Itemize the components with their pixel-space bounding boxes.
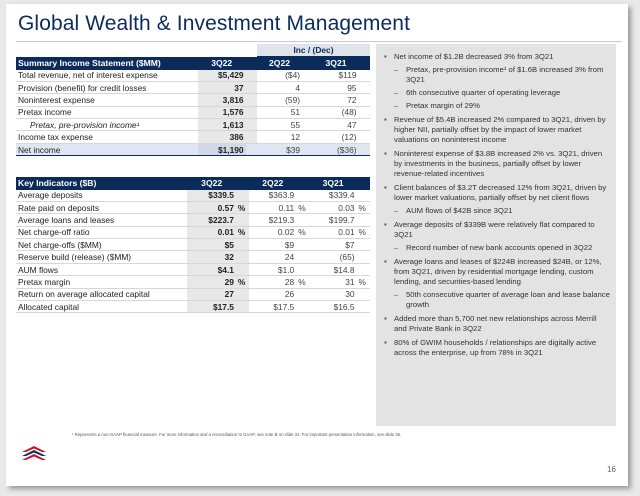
unit-3q22: % bbox=[236, 201, 249, 213]
commentary-bullets bbox=[376, 44, 616, 358]
value-3q21: $339.4 bbox=[310, 190, 357, 202]
sub-bullet-item: – 6th consecutive quarter of operating leverage bbox=[384, 88, 610, 98]
unit-3q21 bbox=[357, 251, 370, 263]
row-label: Net charge-off ratio bbox=[16, 226, 187, 238]
value-3q21: (12) bbox=[313, 131, 358, 143]
bullet-item: ▪ Added more than 5,700 net new relationships across Merrill and Private Bank in 3Q22 bbox=[384, 314, 610, 334]
row-label: Average deposits bbox=[16, 190, 187, 202]
bullet-item: ▪ Average deposits of $339B were relatively flat compared to 3Q21 bbox=[384, 220, 610, 240]
unit-3q22 bbox=[236, 251, 249, 263]
value-3q22: 32 bbox=[187, 251, 235, 263]
value-3q22: 29 bbox=[187, 276, 235, 288]
unit-2q22: % bbox=[296, 276, 309, 288]
bullet-item: ▪ Net income of $1.2B decreased 3% from 3Q21 bbox=[384, 52, 610, 62]
value-3q22: $5,429 bbox=[198, 70, 246, 82]
value-3q22: 0.57 bbox=[187, 201, 235, 213]
unit-3q22 bbox=[236, 214, 249, 226]
row-label: Income tax expense bbox=[16, 131, 198, 143]
unit-3q21 bbox=[357, 301, 370, 313]
value-3q21: ($36) bbox=[313, 143, 358, 155]
value-2q22: $17.5 bbox=[249, 301, 296, 313]
row-label: Reserve build (release) ($MM) bbox=[16, 251, 187, 263]
indicator-row bbox=[16, 276, 370, 288]
unit-2q22: % bbox=[296, 226, 309, 238]
value-3q21: (65) bbox=[310, 251, 357, 263]
unit-2q22 bbox=[296, 190, 309, 202]
row-label: AUM flows bbox=[16, 263, 187, 275]
footnote: ¹ Represents a non-GAAP financial measure. For more information and a reconciliation to GAAP, see note B on slide 32. For important presentation information, see slide 35. bbox=[72, 432, 402, 437]
bullet-item: ▪ Client balances of $3.2T decreased 12% from 3Q21, driven by lower market valuations, partially offset by net client flows bbox=[384, 183, 610, 203]
col-header-3q22: 3Q22 bbox=[198, 57, 246, 70]
indicator-row bbox=[16, 214, 370, 226]
value-3q21: 95 bbox=[313, 81, 358, 93]
value-3q22: 3,816 bbox=[198, 94, 246, 106]
row-label: Provision (benefit) for credit losses bbox=[16, 81, 198, 93]
unit-2q22 bbox=[296, 214, 309, 226]
slide bbox=[6, 4, 628, 486]
bullet-item: ▪ Average loans and leases of $224B increased $24B, or 12%, from 3Q21, driven by residential mortgage lending, custom lending, and securities-based lending bbox=[384, 257, 610, 287]
sub-bullet-item: – AUM flows of $42B since 3Q21 bbox=[384, 206, 610, 216]
value-3q22: $4.1 bbox=[187, 263, 235, 275]
unit-3q22 bbox=[236, 239, 249, 251]
title-divider bbox=[16, 41, 622, 42]
value-3q21: $119 bbox=[313, 70, 358, 82]
unit-3q22 bbox=[236, 288, 249, 300]
summary-row bbox=[16, 119, 370, 131]
row-label: Pretax margin bbox=[16, 276, 187, 288]
sub-bullet-item: – Pretax, pre-provision income¹ of $1.6B increased 3% from 3Q21 bbox=[384, 65, 610, 85]
sub-bullet-item: – 50th consecutive quarter of average loan and lease balance growth bbox=[384, 290, 610, 310]
value-3q22: $17.5 bbox=[187, 301, 235, 313]
value-3q22: 27 bbox=[187, 288, 235, 300]
value-2q22: 28 bbox=[249, 276, 296, 288]
indicator-row bbox=[16, 301, 370, 313]
summary-row bbox=[16, 106, 370, 118]
col-header-3q21: 3Q21 bbox=[313, 57, 358, 70]
value-2q22: 4 bbox=[257, 81, 302, 93]
unit-3q21 bbox=[357, 239, 370, 251]
value-2q22: 55 bbox=[257, 119, 302, 131]
indicator-row bbox=[16, 190, 370, 202]
summary-header-row bbox=[16, 57, 370, 70]
value-3q22: $339.5 bbox=[187, 190, 235, 202]
value-2q22: $9 bbox=[249, 239, 296, 251]
value-2q22: 24 bbox=[249, 251, 296, 263]
key-indicators-table bbox=[16, 177, 370, 313]
indicator-row bbox=[16, 263, 370, 275]
value-3q22: 1,576 bbox=[198, 106, 246, 118]
row-label: Pretax, pre-provision income¹ bbox=[16, 119, 198, 131]
unit-3q21 bbox=[357, 263, 370, 275]
summary-row bbox=[16, 70, 370, 82]
value-2q22: 26 bbox=[249, 288, 296, 300]
unit-3q22: % bbox=[236, 276, 249, 288]
row-label: Average loans and leases bbox=[16, 214, 187, 226]
value-3q21: 30 bbox=[310, 288, 357, 300]
row-label: Net income bbox=[16, 143, 198, 155]
unit-2q22 bbox=[296, 263, 309, 275]
col-header-2q22: 2Q22 bbox=[257, 57, 302, 70]
value-3q21: 31 bbox=[310, 276, 357, 288]
indicator-row bbox=[16, 226, 370, 238]
unit-2q22 bbox=[296, 239, 309, 251]
value-3q21: 0.03 bbox=[310, 201, 357, 213]
value-3q21: $16.5 bbox=[310, 301, 357, 313]
bullet-item: ▪ Revenue of $5.4B increased 2% compared to 3Q21, driven by higher NII, partially offset by the impact of lower market valuations on noninterest income bbox=[384, 115, 610, 145]
bullet-item: ▪ 80% of GWIM households / relationships are digitally active across the enterprise, up from 78% in 3Q21 bbox=[384, 338, 610, 358]
summary-row bbox=[16, 94, 370, 106]
value-3q22: $1,190 bbox=[198, 143, 246, 155]
value-3q21: $199.7 bbox=[310, 214, 357, 226]
summary-income-table bbox=[16, 44, 370, 156]
value-2q22: 51 bbox=[257, 106, 302, 118]
indicator-row bbox=[16, 251, 370, 263]
col-header-3q22: 3Q22 bbox=[187, 177, 235, 190]
value-2q22: 12 bbox=[257, 131, 302, 143]
unit-2q22: % bbox=[296, 201, 309, 213]
value-2q22: $363.9 bbox=[249, 190, 296, 202]
value-3q21: 72 bbox=[313, 94, 358, 106]
col-header-2q22: 2Q22 bbox=[249, 177, 296, 190]
value-3q21: $14.8 bbox=[310, 263, 357, 275]
value-3q22: 386 bbox=[198, 131, 246, 143]
value-3q21: $7 bbox=[310, 239, 357, 251]
value-3q22: $223.7 bbox=[187, 214, 235, 226]
value-3q21: (48) bbox=[313, 106, 358, 118]
summary-super-header bbox=[16, 44, 370, 57]
unit-3q21 bbox=[357, 190, 370, 202]
row-label: Allocated capital bbox=[16, 301, 187, 313]
value-3q21: 0.01 bbox=[310, 226, 357, 238]
value-2q22: ($4) bbox=[257, 70, 302, 82]
row-label: Return on average allocated capital bbox=[16, 288, 187, 300]
value-3q22: 37 bbox=[198, 81, 246, 93]
value-3q22: 0.01 bbox=[187, 226, 235, 238]
summary-row bbox=[16, 131, 370, 143]
row-label: Noninterest expense bbox=[16, 94, 198, 106]
value-2q22: 0.11 bbox=[249, 201, 296, 213]
col-header-3q21: 3Q21 bbox=[310, 177, 357, 190]
indicators-table-title: Key Indicators ($B) bbox=[16, 177, 187, 190]
unit-2q22 bbox=[296, 251, 309, 263]
unit-3q21 bbox=[357, 214, 370, 226]
value-2q22: $219.3 bbox=[249, 214, 296, 226]
value-3q22: 1,613 bbox=[198, 119, 246, 131]
bank-flag-logo-icon bbox=[20, 444, 48, 464]
summary-table-title: Summary Income Statement ($MM) bbox=[16, 57, 198, 70]
summary-row bbox=[16, 81, 370, 93]
value-2q22: $39 bbox=[257, 143, 302, 155]
sub-bullet-item: – Pretax margin of 29% bbox=[384, 101, 610, 111]
unit-3q22 bbox=[236, 301, 249, 313]
unit-2q22 bbox=[296, 288, 309, 300]
row-label: Net charge-offs ($MM) bbox=[16, 239, 187, 251]
value-2q22: (59) bbox=[257, 94, 302, 106]
row-label: Rate paid on deposits bbox=[16, 201, 187, 213]
indicator-row bbox=[16, 201, 370, 213]
page-number: 16 bbox=[607, 465, 616, 474]
value-3q21: 47 bbox=[313, 119, 358, 131]
indicator-row bbox=[16, 239, 370, 251]
unit-2q22 bbox=[296, 301, 309, 313]
unit-3q21: % bbox=[357, 276, 370, 288]
value-2q22: 0.02 bbox=[249, 226, 296, 238]
unit-3q22: % bbox=[236, 226, 249, 238]
bullet-item: ▪ Noninterest expense of $3.8B increased 2% vs. 3Q21, driven by investments in the business, partially offset by lower revenue-related incentives bbox=[384, 149, 610, 179]
page-title: Global Wealth & Investment Management bbox=[18, 12, 411, 35]
row-label: Pretax income bbox=[16, 106, 198, 118]
unit-3q21: % bbox=[357, 226, 370, 238]
unit-3q22 bbox=[236, 190, 249, 202]
unit-3q21 bbox=[357, 288, 370, 300]
row-label: Total revenue, net of interest expense bbox=[16, 70, 198, 82]
net-income-row bbox=[16, 143, 370, 155]
indicator-row bbox=[16, 288, 370, 300]
unit-3q21: % bbox=[357, 201, 370, 213]
commentary-panel bbox=[376, 44, 616, 426]
indicators-header-row bbox=[16, 177, 370, 190]
value-3q22: $5 bbox=[187, 239, 235, 251]
inc-dec-header: Inc / (Dec) bbox=[257, 44, 370, 57]
sub-bullet-item: – Record number of new bank accounts opened in 3Q22 bbox=[384, 243, 610, 253]
value-2q22: $1.0 bbox=[249, 263, 296, 275]
unit-3q22 bbox=[236, 263, 249, 275]
